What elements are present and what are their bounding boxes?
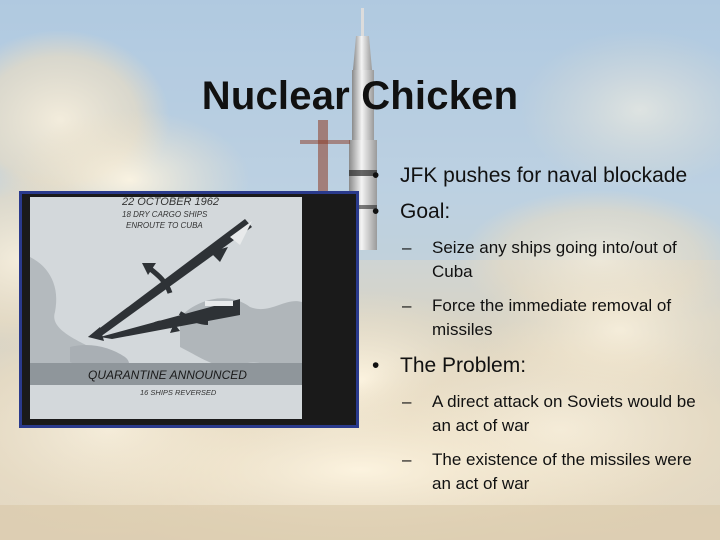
bullet-text: JFK pushes for naval blockade (400, 164, 688, 187)
bullet-glyph: • (372, 164, 380, 187)
bullet-text: Goal: (400, 200, 451, 223)
sub-bullet-glyph: – (402, 296, 412, 315)
bullet-list (370, 162, 710, 506)
map-bottom-caption: 16 SHIPS REVERSED (140, 388, 217, 397)
bullet-glyph: • (372, 200, 380, 223)
sub-bullet-item (400, 236, 710, 284)
sub-bullet-text: The existence of the missiles were an act of war (432, 450, 692, 493)
sub-bullet-item (400, 448, 710, 496)
bullet-item (370, 352, 710, 496)
sub-bullet-item (400, 294, 710, 342)
quarantine-banner: QUARANTINE ANNOUNCED (88, 368, 247, 382)
sub-bullet-list (400, 390, 710, 496)
bullet-text: The Problem: (400, 354, 527, 377)
bullet-item (370, 198, 710, 342)
bullet-glyph: • (372, 354, 380, 377)
sub-bullet-glyph: – (402, 392, 412, 411)
map-caption-line-2: ENROUTE TO CUBA (126, 221, 203, 230)
sub-bullet-text: Seize any ships going into/out of Cuba (432, 238, 677, 281)
map-date-caption: 22 OCTOBER 1962 (122, 197, 220, 208)
sub-bullet-list (400, 236, 710, 342)
sub-bullet-text: Force the immediate removal of missiles (432, 296, 672, 339)
sub-bullet-item (400, 390, 710, 438)
slide-title: Nuclear Chicken (201, 74, 519, 118)
sub-bullet-glyph: – (402, 238, 412, 257)
map-caption-line-1: 18 DRY CARGO SHIPS (122, 210, 208, 219)
quarantine-map-photo (30, 197, 302, 419)
sub-bullet-glyph: – (402, 450, 412, 469)
sub-bullet-text: A direct attack on Soviets would be an act of war (432, 392, 696, 435)
bullet-item (370, 162, 710, 190)
